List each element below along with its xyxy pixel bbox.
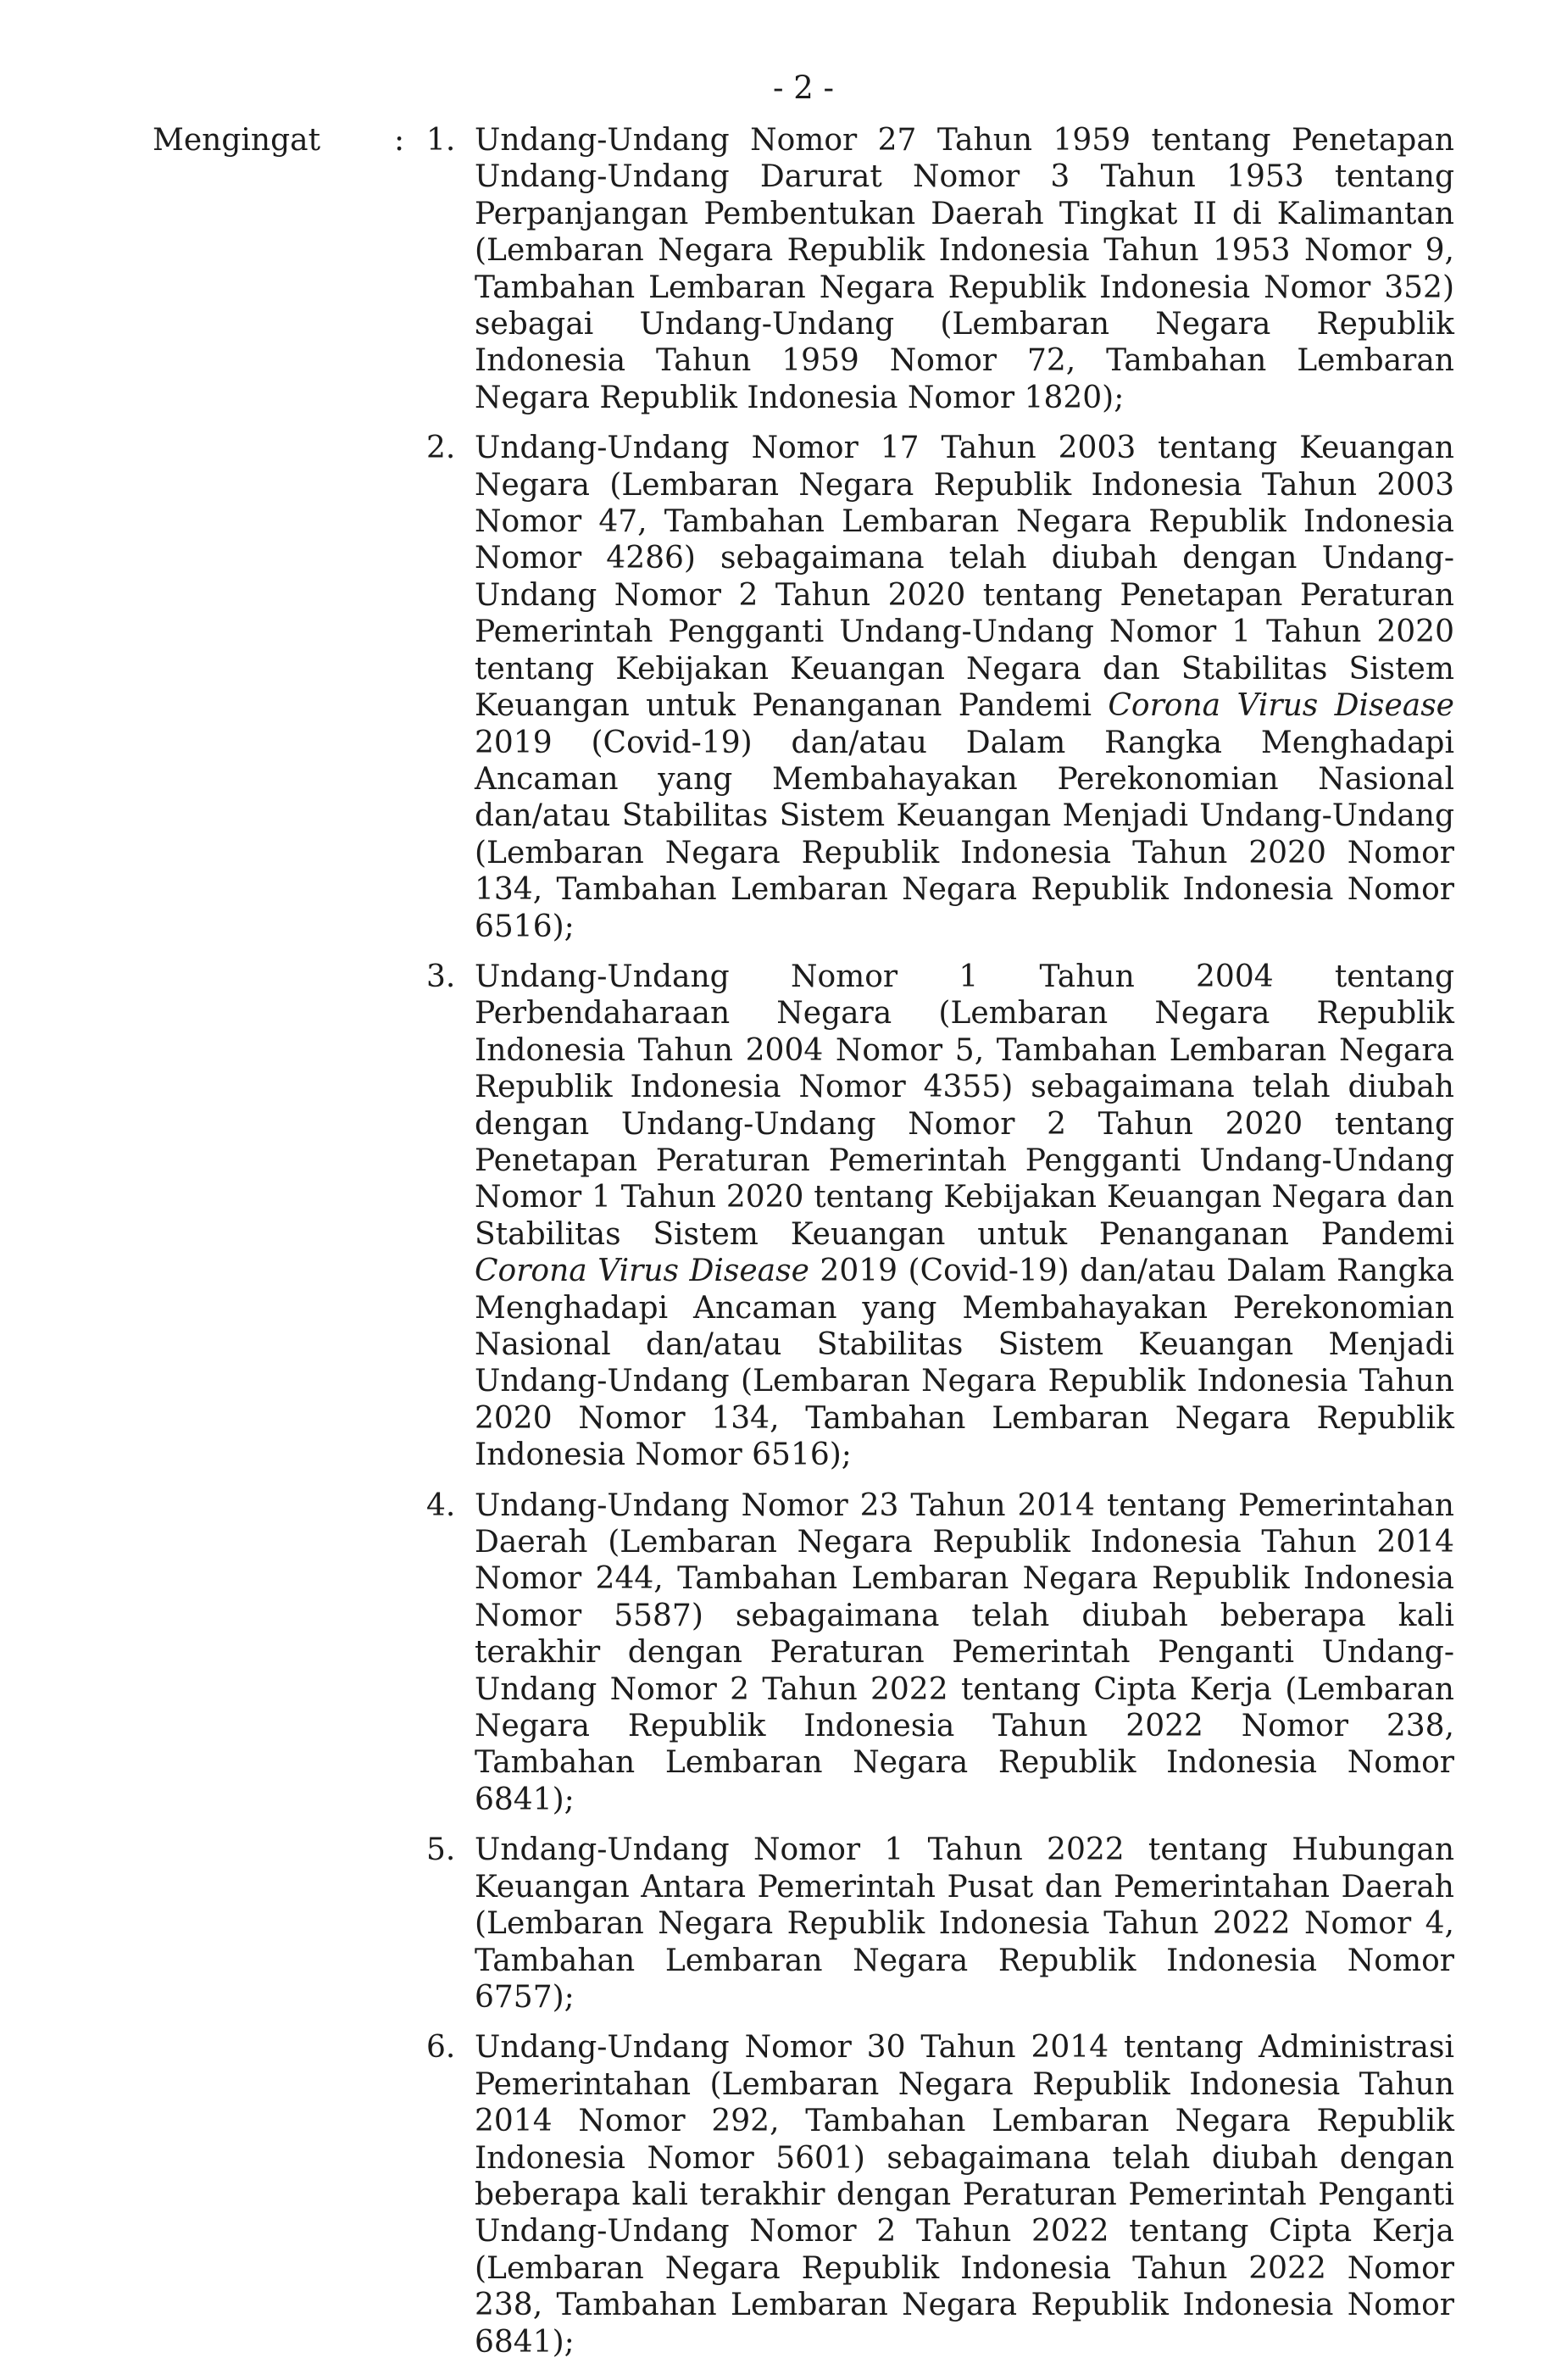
item-number: 2.	[426, 431, 456, 466]
item-text	[475, 959, 1454, 1474]
considering-item	[426, 122, 1454, 416]
item-number: 6.	[426, 2030, 456, 2066]
considering-label: Mengingat	[153, 123, 321, 158]
text-run: 2019 (Covid-19) dan/atau Dalam Rangka Menghadapi Ancaman yang Membahayakan Perekonomian Nasional dan/atau Stabilitas Sistem Keuangan Menjadi Undang-Undang (Lembaran Negara Republik Indonesia Tahun 2020 Nomor 134, Tambahan Lembaran Negara Republik Indonesia Nomor 6516);	[475, 725, 1454, 944]
item-number: 1.	[426, 123, 456, 158]
item-text	[475, 2029, 1454, 2361]
considering-item	[426, 1832, 1454, 2016]
considering-item	[426, 1488, 1454, 1819]
italic-run: Corona Virus Disease	[475, 1254, 809, 1289]
page-number: - 2 -	[772, 70, 835, 106]
item-number: 5.	[426, 1832, 456, 1868]
considering-colon: :	[394, 123, 405, 158]
italic-run: Corona Virus Disease	[1108, 688, 1454, 724]
item-number: 4.	[426, 1488, 456, 1523]
item-text	[475, 1832, 1454, 2016]
item-text	[475, 430, 1454, 945]
item-text	[475, 122, 1454, 416]
text-run: Undang-Undang Nomor 1 Tahun 2004 tentang Perbendaharaan Negara (Lembaran Negara Republik Indonesia Tahun 2004 Nomor 5, Tambahan Lembaran Negara Republik Indonesia Nomor 4355) sebagaimana telah diubah dengan Undang-Undang Nomor 2 Tahun 2020 tentang Penetapan Peraturan Pemerintah Pengganti Undang-Undang Nomor 1 Tahun 2020 tentang Kebijakan Keuangan Negara dan Stabilitas Sistem Keuangan untuk Penanganan Pandemi	[475, 959, 1454, 1252]
text-run: 2019 (Covid-19) dan/atau Dalam Rangka Menghadapi Ancaman yang Membahayakan Perekonomian Nasional dan/atau Stabilitas Sistem Keuangan Menjadi Undang-Undang (Lembaran Negara Republik Indonesia Tahun 2020 Nomor 134, Tambahan Lembaran Negara Republik Indonesia Nomor 6516);	[475, 1254, 1454, 1473]
text-run: Undang-Undang Nomor 23 Tahun 2014 tentang Pemerintahan Daerah (Lembaran Negara Republik Indonesia Tahun 2014 Nomor 244, Tambahan Lembaran Negara Republik Indonesia Nomor 5587) sebagaimana telah diubah beberapa kali terakhir dengan Peraturan Pemerintah Penganti Undang-Undang Nomor 2 Tahun 2022 tentang Cipta Kerja (Lembaran Negara Republik Indonesia Tahun 2022 Nomor 238, Tambahan Lembaran Negara Republik Indonesia Nomor 6841);	[475, 1488, 1454, 1817]
item-text	[475, 1488, 1454, 1819]
text-run: Undang-Undang Nomor 30 Tahun 2014 tentang Administrasi Pemerintahan (Lembaran Negara Republik Indonesia Tahun 2014 Nomor 292, Tambahan Lembaran Negara Republik Indonesia Nomor 5601) sebagaimana telah diubah dengan beberapa kali terakhir dengan Peraturan Pemerintah Penganti Undang-Undang Nomor 2 Tahun 2022 tentang Cipta Kerja (Lembaran Negara Republik Indonesia Tahun 2022 Nomor 238, Tambahan Lembaran Negara Republik Indonesia Nomor 6841);	[475, 2030, 1454, 2360]
text-run: Undang-Undang Nomor 17 Tahun 2003 tentang Keuangan Negara (Lembaran Negara Republik Indonesia Tahun 2003 Nomor 47, Tambahan Lembaran Negara Republik Indonesia Nomor 4286) sebagaimana telah diubah dengan Undang-Undang Nomor 2 Tahun 2020 tentang Penetapan Peraturan Pemerintah Pengganti Undang-Undang Nomor 1 Tahun 2020 tentang Kebijakan Keuangan Negara dan Stabilitas Sistem Keuangan untuk Penanganan Pandemi	[475, 431, 1454, 724]
text-run: Undang-Undang Nomor 1 Tahun 2022 tentang Hubungan Keuangan Antara Pemerintah Pusat dan Pemerintahan Daerah (Lembaran Negara Republik Indonesia Tahun 2022 Nomor 4, Tambahan Lembaran Negara Republik Indonesia Nomor 6757);	[475, 1832, 1454, 2015]
considering-item	[426, 2029, 1454, 2361]
considering-item	[426, 959, 1454, 1474]
item-number: 3.	[426, 959, 456, 994]
considering-item	[426, 430, 1454, 945]
considering-section	[153, 122, 1454, 2361]
considering-items	[426, 122, 1454, 2361]
text-run: Undang-Undang Nomor 27 Tahun 1959 tentang Penetapan Undang-Undang Darurat Nomor 3 Tahun 1953 tentang Perpanjangan Pembentukan Daerah Tingkat II di Kalimantan (Lembaran Negara Republik Indonesia Tahun 1953 Nomor 9, Tambahan Lembaran Negara Republik Indonesia Nomor 352) sebagai Undang-Undang (Lembaran Negara Republik Indonesia Tahun 1959 Nomor 72, Tambahan Lembaran Negara Republik Indonesia Nomor 1820);	[475, 123, 1454, 415]
